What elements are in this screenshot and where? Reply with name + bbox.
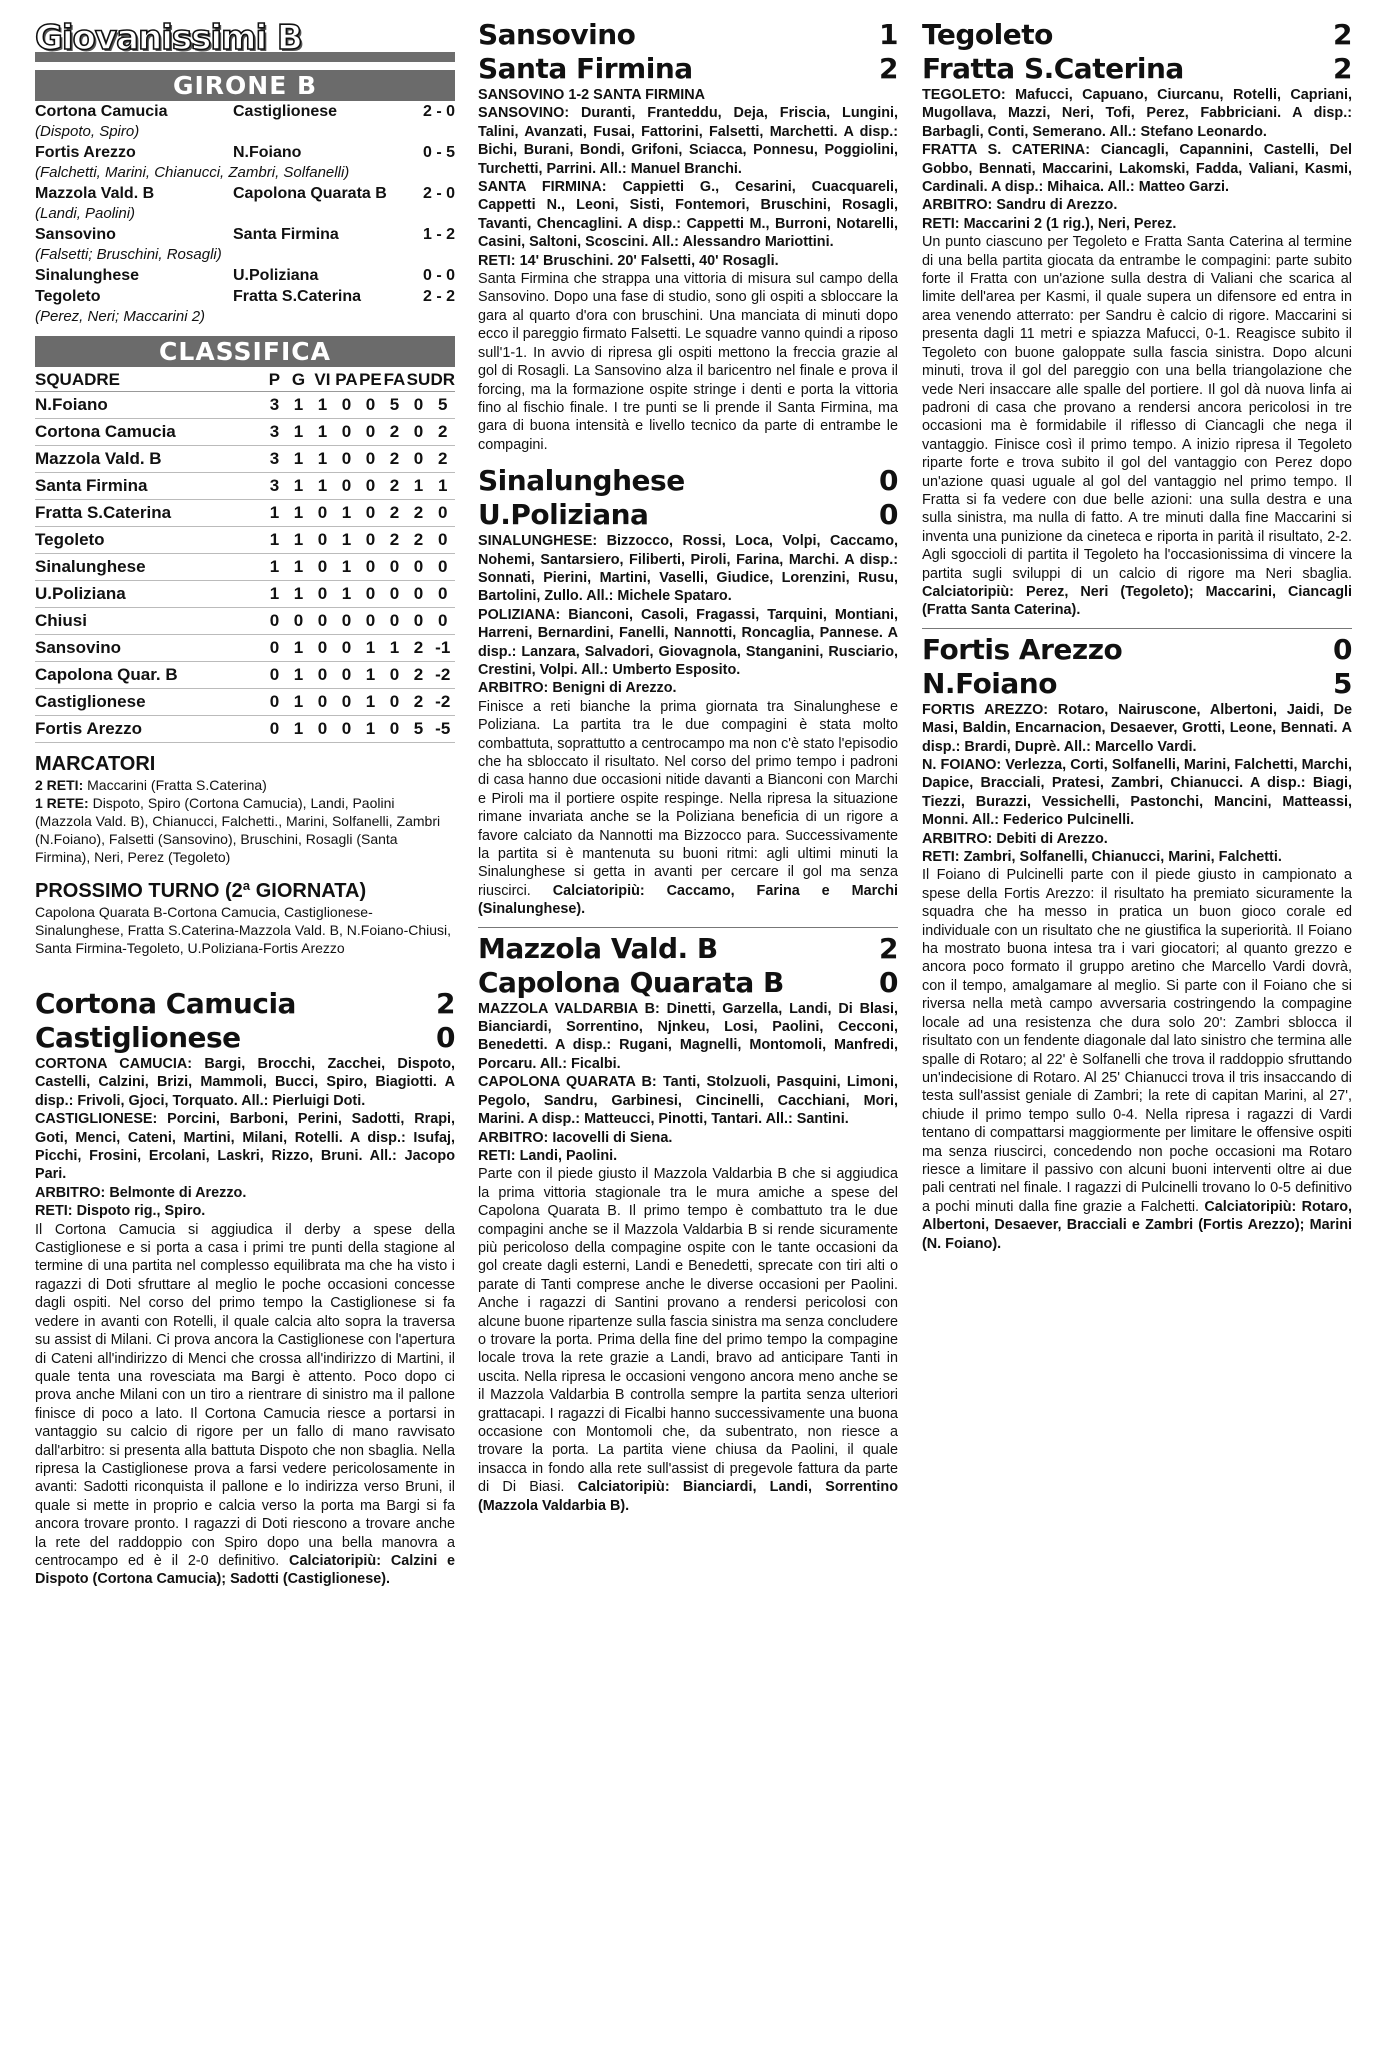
table-row	[35, 419, 455, 446]
result-score: 2 - 0	[422, 185, 455, 202]
stat-cell: 2	[406, 662, 430, 689]
stat-cell: 0	[430, 581, 455, 608]
match-header-away	[478, 966, 898, 1000]
stat-cell: -5	[430, 716, 455, 743]
result-home: Mazzola Vald. B	[35, 185, 155, 202]
stat-cell: 1	[286, 500, 310, 527]
home-team: Cortona Camucia	[35, 987, 296, 1020]
stat-cell: 0	[358, 527, 382, 554]
home-team: Tegoleto	[922, 18, 1053, 51]
scorers-label-2: 1 RETE:	[35, 795, 89, 811]
stat-cell: 0	[430, 527, 455, 554]
result-score: 0 - 0	[422, 267, 455, 284]
stat-cell: 0	[406, 392, 430, 419]
table-row	[35, 662, 455, 689]
standings-header-cell: SU	[406, 367, 430, 392]
result-away: Santa Firmina	[233, 226, 339, 243]
stat-cell: 0	[334, 662, 358, 689]
goals: RETI: Maccarini 2 (1 rig.), Neri, Perez.	[922, 215, 1177, 232]
best-players: Perez, Neri (Tegoleto); Maccarini, Ciancagli (Fratta Santa Caterina).	[922, 583, 1352, 619]
team-name: Castiglionese	[35, 689, 262, 716]
match-header-home	[922, 18, 1352, 52]
away-team: Santa Firmina	[478, 52, 693, 85]
stat-cell: 2	[406, 527, 430, 554]
divider	[478, 927, 898, 928]
stat-cell: 0	[382, 554, 406, 581]
stat-cell: 0	[406, 446, 430, 473]
girone-header: GIRONE B	[35, 70, 455, 101]
match-report	[478, 698, 898, 919]
scorers-label-1: 2 RETI:	[35, 777, 84, 793]
match-header-home	[922, 633, 1352, 667]
away-score: 0	[436, 1021, 455, 1054]
lineup-home: SINALUNGHESE: Bizzocco, Rossi, Loca, Volpi, Caccamo, Nohemi, Santarsiero, Filiberti, Piroli, Farina, Marchi. A disp.: Sonnati, Pierini, Martini, Vaselli, Giudice, Lorenzini, Rusu, Bartolini, Zullo. All.: Michele Spataro.	[478, 533, 898, 605]
match-header-away	[922, 52, 1352, 86]
stat-cell: 1	[262, 500, 286, 527]
stat-cell: 1	[286, 635, 310, 662]
team-name: Sinalunghese	[35, 554, 262, 581]
stat-cell: 1	[334, 527, 358, 554]
stat-cell: 1	[286, 581, 310, 608]
column-middle	[478, 18, 898, 1515]
column-left	[35, 18, 455, 1589]
classifica-header: CLASSIFICA	[35, 336, 455, 367]
lineup-away: SANTA FIRMINA: Cappietti G., Cesarini, Cuacquareli, Cappetti N., Leoni, Sisti, Fontemori, Bruschini, Rosagli, Tavanti, Chencaglini. A disp.: Cappetti M., Burroni, Notarelli, Casini, Saltoni, Scoscini. All.: Alessandro Mariottini.	[478, 179, 898, 251]
match-header-home	[478, 932, 898, 966]
away-score: 0	[879, 498, 898, 532]
table-row	[35, 500, 455, 527]
stat-cell: 1	[286, 392, 310, 419]
stat-cell: 2	[430, 446, 455, 473]
away-team: U.Poliziana	[478, 498, 649, 532]
stat-cell: 2	[406, 635, 430, 662]
team-name: Tegoleto	[35, 527, 262, 554]
home-team: Fortis Arezzo	[922, 632, 1123, 666]
stat-cell: 1	[286, 662, 310, 689]
lineup-home: SANSOVINO: Duranti, Franteddu, Deja, Friscia, Lungini, Talini, Avanzati, Fusai, Fattorini, Falsetti, Marchetti. A disp.: Bichi, Burani, Bondi, Grifoni, Sciacca, Ponnesu, Poggiolini, Turchetti, Parrini. All.: Manuel Branchi.	[478, 105, 898, 177]
stat-cell: 0	[262, 689, 286, 716]
best-label: Calciatoripiù:	[552, 882, 645, 899]
stat-cell: 0	[358, 473, 382, 500]
table-row	[35, 689, 455, 716]
best-label: Calciatoripiù:	[1204, 1198, 1297, 1215]
referee: ARBITRO: Belmonte di Arezzo.	[35, 1184, 247, 1201]
best-players: Caccamo, Farina e Marchi (Sinalunghese).	[478, 882, 899, 918]
standings-header-row	[35, 367, 455, 392]
away-team: Capolona Quarata B	[478, 965, 784, 999]
next-round-text: Capolona Quarata B-Cortona Camucia, Castiglionese-Sinalunghese, Fratta S.Caterina-Mazzola Vald. B, N.Foiano-Chiusi, Santa Firmina-Tegoleto, U.Poliziana-Fortis Arezzo	[35, 904, 452, 956]
stat-cell: 0	[262, 608, 286, 635]
table-row	[35, 608, 455, 635]
table-row	[35, 581, 455, 608]
result-away: N.Foiano	[233, 144, 302, 161]
standings-header-cell: PE	[358, 367, 382, 392]
stat-cell: 3	[262, 446, 286, 473]
result-row	[35, 286, 455, 307]
stat-cell: 2	[382, 473, 406, 500]
table-row	[35, 473, 455, 500]
home-team: Mazzola Vald. B	[478, 931, 718, 965]
lineup-away: CAPOLONA QUARATA B: Tanti, Stolzuoli, Pasquini, Limoni, Pegolo, Sandru, Garbinesi, Cincinelli, Cacchiani, Mori, Marini. A disp.: Matteucci, Pinotti, Tantari. All.: Santini.	[478, 1074, 898, 1128]
goals: RETI: Zambri, Solfanelli, Chianucci, Marini, Falchetti.	[922, 849, 1282, 866]
scorers-line-2	[35, 794, 455, 866]
away-team: Castiglionese	[35, 1021, 241, 1054]
result-score: 2 - 0	[422, 103, 455, 120]
stat-cell: 0	[334, 608, 358, 635]
result-row	[35, 142, 455, 163]
table-row	[35, 527, 455, 554]
best-players: Bianciardi, Landi, Sorrentino (Mazzola Valdarbia B).	[478, 1479, 899, 1514]
stat-cell: 2	[382, 527, 406, 554]
stat-cell: 2	[406, 689, 430, 716]
result-home: Sinalunghese	[35, 267, 140, 284]
match-report	[478, 1165, 898, 1515]
away-score: 2	[879, 52, 898, 85]
scorers-text-1: Maccarini (Fratta S.Caterina)	[87, 777, 267, 793]
stat-cell: 1	[310, 473, 334, 500]
home-score: 1	[879, 18, 898, 51]
stat-cell: 1	[358, 716, 382, 743]
match-header-away	[922, 667, 1352, 701]
best-label: Calciatoripiù:	[289, 1552, 381, 1569]
stat-cell: 0	[286, 608, 310, 635]
stat-cell: 0	[358, 500, 382, 527]
next-round-title: PROSSIMO TURNO (2ª GIORNATA)	[35, 880, 367, 902]
stat-cell: 0	[334, 392, 358, 419]
stat-cell: 0	[334, 473, 358, 500]
away-score: 0	[879, 965, 898, 999]
match-report	[922, 233, 1352, 620]
result-scorers: (Dispoto, Spiro)	[35, 123, 140, 140]
stat-cell: 1	[286, 473, 310, 500]
stat-cell: 1	[406, 473, 430, 500]
stat-cell: 1	[262, 554, 286, 581]
stat-cell: 1	[358, 689, 382, 716]
lineup-away: CASTIGLIONESE: Porcini, Barboni, Perini, Sadotti, Rrapi, Goti, Menci, Cateni, Martini, Milani, Rotelli. A disp.: Isufaj, Picchi, Frosini, Ercolani, Laskri, Rizzo, Bruni. All.: Jacopo Pari.	[35, 1111, 455, 1183]
stat-cell: 0	[310, 662, 334, 689]
lineup-home: CORTONA CAMUCIA: Bargi, Brocchi, Zacchei, Dispoto, Castelli, Calzini, Brizi, Mammoli, Bucci, Spiro, Biagiotti. A disp.: Frivoli, Gjoci, Torquato. All.: Pierluigi Doti.	[35, 1056, 455, 1109]
standings-header-cell: VI	[310, 367, 334, 392]
match-header-away	[478, 52, 898, 86]
standings-header-cell: SQUADRE	[35, 367, 262, 392]
report-text: Un punto ciascuno per Tegoleto e Fratta Santa Caterina al termine di una bella partita giocata da entrambe le compagini: parte subito forte il Fratta con un'azione sulla destra di Valiani che scarica al limite dell'area per Kasmi, il quale supera un difensore ed entra in area venendo atterrato: per Sandru è calcio di rigore. Maccarini si presenta dagli 11 metri e spiazza Mafucci, 0-1. Reagisce subito il Tegoleto con buone galoppate sulla fascia sinistra. Dopo alcuni minuti, trova il gol del pareggio con una bella triangolazione che vede Neri insaccare alle spalle del portiere. Il gol dà nuova linfa ai padroni di casa che provano a rendersi ancora pericolosi in tre occasioni ma è formidabile il riflesso di Ciancagli che nega il vantaggio. Finisce così il primo tempo. A inizio ripresa il Tegoleto riparte forte e trova subito il gol del vantaggio con Perez dopo un'azione quasi uguale al gol del vantaggio nel primo tempo. Il Fratta si fa vedere con due belle azioni: una sulla destra e una sulla sinistra, ma nulla di fatto. A tre minuti dalla fine Maccarini si inventa una punizione da cineteca e riporta in parità il risultato, 2-2. Agli sgoccioli di partita il Tegoleto ha l'occasionissima di vincere la partita sugli sviluppi di un calcio di rigore ma Neri sbaglia.	[922, 234, 1352, 582]
result-home: Fortis Arezzo	[35, 144, 136, 161]
home-score: 2	[436, 987, 455, 1020]
stat-cell: 0	[358, 581, 382, 608]
home-score: 0	[879, 464, 898, 498]
best-players: Calzini e Dispoto (Cortona Camucia); Sadotti (Castiglionese).	[35, 1552, 455, 1588]
result-away: Castiglionese	[233, 103, 338, 120]
best-label: Calciatoripiù:	[577, 1479, 670, 1496]
team-name: Mazzola Vald. B	[35, 446, 262, 473]
stat-cell: 1	[286, 419, 310, 446]
match-report	[922, 866, 1352, 1253]
standings-header-cell: DR	[430, 367, 455, 392]
stat-cell: 0	[430, 554, 455, 581]
stat-cell: 0	[382, 689, 406, 716]
team-name: Fratta S.Caterina	[35, 500, 262, 527]
result-scorers: (Landi, Paolini)	[35, 205, 136, 222]
home-score: 2	[879, 931, 898, 965]
result-home: Cortona Camucia	[35, 103, 168, 120]
stat-cell: 0	[382, 608, 406, 635]
result-scorers: (Perez, Neri; Maccarini 2)	[35, 308, 206, 325]
divider	[922, 628, 1352, 629]
report-text: Santa Firmina che strappa una vittoria di misura sul campo della Sansovino. Dopo una fase di studio, sono gli ospiti a sbloccare la gara al quarto d'ora con bruschini. Una manciata di minuti dopo ecco il pareggio firmato Falsetti. Le squadre vanno quindi a riposo sull'1-1. In avvio di ripresa gli ospiti mettono la freccia grazie al gol di Rosagli. La Sansovino alza il baricentro nel finale e prova il forcing, ma la formazione ospite stringe i denti e porta la vittoria fino al fischio finale. I tre punti se li prende il Santa Firmina, ma gara di buona intensità e livello tecnico da parte di entrambe le compagini.	[478, 271, 898, 453]
result-score: 0 - 5	[422, 144, 455, 161]
stat-cell: 0	[358, 608, 382, 635]
stat-cell: 0	[358, 554, 382, 581]
result-away: U.Poliziana	[233, 267, 319, 284]
away-score: 2	[1333, 52, 1352, 85]
match-header-home	[35, 987, 455, 1021]
team-name: Cortona Camucia	[35, 419, 262, 446]
report-text: Il Cortona Camucia si aggiudica il derby a spese della Castiglionese e si porta a casa i primi tre punti della stagione al termine di una partita nel complesso equilibrata ma che ha visto i ragazzi di Doti sfruttare al meglio le poche occasioni concesse dagli ospiti. Nel corso del primo tempo la Castiglionese si fa vedere in avanti con Rotelli, il quale calcia alto sopra la traversa su assist di Milani. Ci prova ancora la Castiglionese con l'apertura di Cateni all'indirizzo di Menci che crossa all'indirizzo di Martini, il quale tenta una rovesciata ma Bargi è attento. Poco dopo ci prova anche Milani con un tiro a rientrare di sinistro ma il pallone finisce di poco a lato. Il Cortona Camucia riesce a portarsi in vantaggio su calcio di rigore per un fallo di mano ravvisato dall'arbitro: si presenta alla battuta Dispoto che non sbaglia. Nella ripresa la Castiglionese prova a farsi vedere pericolosamente in avanti: Sadotti riconquista il pallone e lo indirizza verso Bruni, il quale si mette in proprio e calcia verso la porta ma Bargi si fa ancora trovare pronto. I ragazzi di Doti riescono a trovare anche la rete del raddoppio con Spiro dopo una bella manovra a centrocampo ed è il 2-0 definitivo.	[35, 1221, 455, 1569]
stat-cell: 1	[382, 635, 406, 662]
stat-cell: 5	[382, 392, 406, 419]
match-subtitle: SANSOVINO 1-2 SANTA FIRMINA	[478, 87, 706, 103]
stat-cell: 1	[358, 662, 382, 689]
stat-cell: 0	[262, 716, 286, 743]
lineup-away: N. FOIANO: Verlezza, Corti, Solfanelli, Marini, Falchetti, Marchi, Dapice, Bracciali, Pratesi, Zambri, Chianucci. A disp.: Biagi, Tiezzi, Burazzi, Vessichelli, Pastonchi, Mancini, Matteassi, Monni. All.: Federico Pulcinelli.	[922, 757, 1352, 829]
stat-cell: 0	[406, 554, 430, 581]
stat-cell: 1	[262, 527, 286, 554]
table-row	[35, 392, 455, 419]
result-row	[35, 183, 455, 204]
stat-cell: 1	[310, 392, 334, 419]
result-score: 2 - 2	[422, 288, 455, 305]
standings-table	[35, 367, 455, 743]
report-text: Parte con il piede giusto il Mazzola Valdarbia B che si aggiudica la prima vittoria stagionale tra le mura amiche a spese del Capolona Quarata B. Il primo tempo è combattuto tra le due compagini anche se il Mazzola Valdarbia B si rende sicuramente più pericoloso della compagine ospite con le tante occasioni da gol create dagli esterni, Landi e Benedetti, sprecate con tiri alti o parate di Tanti comprese anche le diverse occasioni per Paolini. Anche i ragazzi di Santini provano a rendersi pericolosi con alcune buone ripartenze sulla fascia sinistra ma senza concludere o trovare la porta. Prima della fine del primo tempo la compagine locale trova la rete grazie a Landi, bravo ad anticipare Tanti in uscita. Nella ripresa le occasioni vengono ancora meno anche se il Mazzola Valdarbia B controlla sempre la partita senza ulteriori grattacapi. I ragazzi di Ficalbi hanno successivamente una buona occasione con Montomoli che, da subentrato, non riesce a trovare la porta. La partita viene chiusa da Paolini, il quale insacca in fondo alla rete sull'assist di pregevole fattura da parte di Di Biasi.	[478, 1166, 898, 1496]
stat-cell: 1	[310, 446, 334, 473]
stat-cell: 0	[334, 689, 358, 716]
standings-header-cell: G	[286, 367, 310, 392]
lineup-home: MAZZOLA VALDARBIA B: Dinetti, Garzella, Landi, Di Blasi, Bianciardi, Sorrentino, Njnkeu, Losi, Paolini, Cecconi, Benedetti. A disp.: Rugani, Magnelli, Montomoli, Manfredi, Porcaru. All.: Ficalbi.	[478, 1000, 898, 1072]
stat-cell: 0	[358, 392, 382, 419]
stat-cell: 0	[310, 608, 334, 635]
best-label: Calciatoripiù:	[922, 583, 1014, 600]
stat-cell: 5	[430, 392, 455, 419]
goals: RETI: 14' Bruschini. 20' Falsetti, 40' Rosagli.	[478, 252, 779, 269]
column-right	[922, 18, 1352, 1253]
stat-cell: 2	[382, 419, 406, 446]
stat-cell: 0	[310, 581, 334, 608]
stat-cell: 0	[310, 527, 334, 554]
stat-cell: 0	[262, 635, 286, 662]
stat-cell: 0	[406, 608, 430, 635]
referee: ARBITRO: Sandru di Arezzo.	[922, 197, 1118, 214]
goals: RETI: Dispoto rig., Spiro.	[35, 1203, 206, 1220]
home-team: Sansovino	[478, 18, 636, 51]
scorers-title: MARCATORI	[35, 753, 156, 775]
match-header-away	[478, 498, 898, 532]
away-team: N.Foiano	[922, 666, 1057, 700]
table-row	[35, 554, 455, 581]
stat-cell: 0	[382, 716, 406, 743]
stat-cell: 0	[310, 554, 334, 581]
stat-cell: 0	[334, 716, 358, 743]
team-name: Fortis Arezzo	[35, 716, 262, 743]
stat-cell: -1	[430, 635, 455, 662]
stat-cell: 0	[310, 716, 334, 743]
team-name: U.Poliziana	[35, 581, 262, 608]
stat-cell: 1	[286, 689, 310, 716]
result-away: Capolona Quarata B	[233, 185, 387, 202]
stat-cell: 1	[334, 500, 358, 527]
away-score: 5	[1333, 666, 1352, 700]
match-header-home	[478, 464, 898, 498]
lineup-away: FRATTA S. CATERINA: Ciancagli, Capannini, Castelli, Del Gobbo, Bennati, Maccarini, Lakomski, Fadda, Valiani, Kasmi, Cardinali. A disp.: Mihaica. All.: Matteo Garzi.	[922, 142, 1352, 196]
stat-cell: 1	[286, 716, 310, 743]
result-scorers: (Falchetti, Marini, Chianucci, Zambri, Solfanelli)	[35, 164, 350, 181]
lineup-home: FORTIS AREZZO: Rotaro, Nairuscone, Albertoni, Jaidi, De Masi, Baldin, Encarnacion, Desaever, Grotti, Leone, Bennati. A disp.: Brardi, Duprè. All.: Marcello Vardi.	[922, 701, 1352, 755]
result-row	[35, 101, 455, 122]
referee: ARBITRO: Iacovelli di Siena.	[478, 1129, 673, 1146]
stat-cell: 3	[262, 419, 286, 446]
stat-cell: 0	[382, 581, 406, 608]
stat-cell: 1	[334, 554, 358, 581]
stat-cell: -2	[430, 662, 455, 689]
home-score: 2	[1333, 18, 1352, 51]
stat-cell: 0	[334, 419, 358, 446]
result-row	[35, 265, 455, 286]
stat-cell: 1	[430, 473, 455, 500]
away-team: Fratta S.Caterina	[922, 52, 1184, 85]
stat-cell: 1	[286, 527, 310, 554]
lineup-away: POLIZIANA: Bianconi, Casoli, Fragassi, Tarquini, Montiani, Harreni, Bernardini, Fanelli, Nannotti, Roncaglia, Pannese. A disp.: Lanzara, Salvadori, Giovagnola, Stanganini, Rusciario, Crestini, Volpi. All.: Umberto Esposito.	[478, 606, 898, 678]
result-home: Tegoleto	[35, 288, 101, 305]
stat-cell: -2	[430, 689, 455, 716]
stat-cell: 0	[358, 419, 382, 446]
stat-cell: 2	[382, 446, 406, 473]
stat-cell: 0	[358, 446, 382, 473]
report-text: Finisce a reti bianche la prima giornata tra Sinalunghese e Poliziana. La partita tra le due compagini è stata molto combattuta, soprattutto a centrocampo ma non c'è stato l'episodio che ha sbloccato il risultato. Nel corso del primo tempo i padroni di casa hanno due occasioni nitide davanti a Bianconi con Marchi e Piroli ma il portiere ospite respinge. Nella ripresa la situazione rimane invariata anche se la Poliziana beneficia di un rigore a favore calciato da Nannotti ma Bizzocco para. Successivamente la partita si è mantenuta su buoni ritmi: agli ultimi minuti la Sinalunghese si getta in avanti per cercare il gol ma senza riuscirci.	[478, 698, 898, 899]
table-row	[35, 635, 455, 662]
stat-cell: 1	[262, 581, 286, 608]
stat-cell: 0	[334, 446, 358, 473]
standings-header-cell: PA	[334, 367, 358, 392]
scorers-text-2: Dispoto, Spiro (Cortona Camucia), Landi, Paolini (Mazzola Vald. B), Chianucci, Falchetti., Marini, Solfanelli, Zambri (N.Foiano), Falsetti (Sansovino), Bruschini, Rosagli (Santa Firmina), Neri, Perez (Tegoleto)	[35, 795, 441, 865]
stat-cell: 0	[310, 500, 334, 527]
stat-cell: 0	[406, 581, 430, 608]
result-score: 1 - 2	[422, 226, 455, 243]
best-players: Rotaro, Albertoni, Desaever, Bracciali e Zambri (Fortis Arezzo); Marini (N. Foiano).	[922, 1198, 1352, 1252]
stat-cell: 1	[310, 419, 334, 446]
team-name: Sansovino	[35, 635, 262, 662]
match-header-home	[478, 18, 898, 52]
page-title: Giovanissimi B	[35, 18, 302, 58]
stat-cell: 0	[334, 635, 358, 662]
stat-cell: 0	[310, 689, 334, 716]
results-list	[35, 101, 455, 326]
stat-cell: 2	[430, 419, 455, 446]
result-away: Fratta S.Caterina	[233, 288, 362, 305]
stat-cell: 1	[286, 446, 310, 473]
stat-cell: 0	[382, 662, 406, 689]
stat-cell: 3	[262, 473, 286, 500]
team-name: N.Foiano	[35, 392, 262, 419]
match-header-away	[35, 1021, 455, 1055]
team-name: Chiusi	[35, 608, 262, 635]
stat-cell: 0	[262, 662, 286, 689]
scorers-line-1	[35, 776, 455, 794]
stat-cell: 0	[406, 419, 430, 446]
stat-cell: 0	[430, 500, 455, 527]
referee: ARBITRO: Benigni di Arezzo.	[478, 680, 677, 697]
stat-cell: 2	[382, 500, 406, 527]
report-text: Il Foiano di Pulcinelli parte con il piede giusto in campionato a spese della Fortis Arezzo: il risultato ha premiato sicuramente la squadra che ha messo in pratica un buon gioco corale ed individuale con un risultato che ne giustifica la superiorità. Il Foiano ha mostrato buona intesa tra i vari giocatori; al quanto grezzo e ancora poco formato il gruppo aretino che Marcello Vardi dovrà, con il tempo, amalgamare al meglio. Si parte con il Foiano che si riversa nella metà campo avversaria costringendo la compagine locale ad una resistenza che dura solo 20': Zambri sblocca il risultato con un fendente diagonale dal lato sinistro che termina alle spalle di Rotaro; al 22' è Solfanelli che trova il raddoppio sfruttando un'indecisione di Rotaro. Al 25' Chianucci trova il tris insaccando di testa sull'assist geniale di Zambri; la rete di capitan Marini, al 27', chiude il primo tempo sullo 0-4. Nella ripresa i ragazzi di Vardi tentano di compattarsi maggiormente per limitare le offensive ospiti ma senza riuscirci, concedendo non poche occasioni ma Rotaro riesce a limitare il passivo con alcuni buoni interventi oltre ai due pali centrati nel finale. I ragazzi di Pulcinelli trovano lo 0-5 definitivo a pochi minuti dalla fine grazie a Falchetti.	[922, 867, 1352, 1215]
team-name: Capolona Quar. B	[35, 662, 262, 689]
match-report	[35, 1221, 455, 1589]
goals: RETI: Landi, Paolini.	[478, 1147, 618, 1164]
stat-cell: 1	[358, 635, 382, 662]
stat-cell: 2	[406, 500, 430, 527]
stat-cell: 3	[262, 392, 286, 419]
stat-cell: 0	[310, 635, 334, 662]
result-home: Sansovino	[35, 226, 116, 243]
table-row	[35, 716, 455, 743]
home-team: Sinalunghese	[478, 464, 685, 498]
result-scorers: (Falsetti; Bruschini, Rosagli)	[35, 246, 222, 263]
stat-cell: 5	[406, 716, 430, 743]
result-row	[35, 224, 455, 245]
stat-cell: 0	[430, 608, 455, 635]
referee: ARBITRO: Debiti di Arezzo.	[922, 830, 1108, 847]
stat-cell: 1	[334, 581, 358, 608]
lineup-home: TEGOLETO: Mafucci, Capuano, Ciurcanu, Rotelli, Capriani, Mugollava, Mazzi, Neri, Tofi, Perez, Fabbriciani. A disp.: Barbagli, Conti, Semerano. All.: Stefano Leonardo.	[922, 87, 1352, 140]
standings-header-cell: P	[262, 367, 286, 392]
home-score: 0	[1333, 632, 1352, 666]
table-row	[35, 446, 455, 473]
team-name: Santa Firmina	[35, 473, 262, 500]
stat-cell: 1	[286, 554, 310, 581]
standings-header-cell: FA	[382, 367, 406, 392]
